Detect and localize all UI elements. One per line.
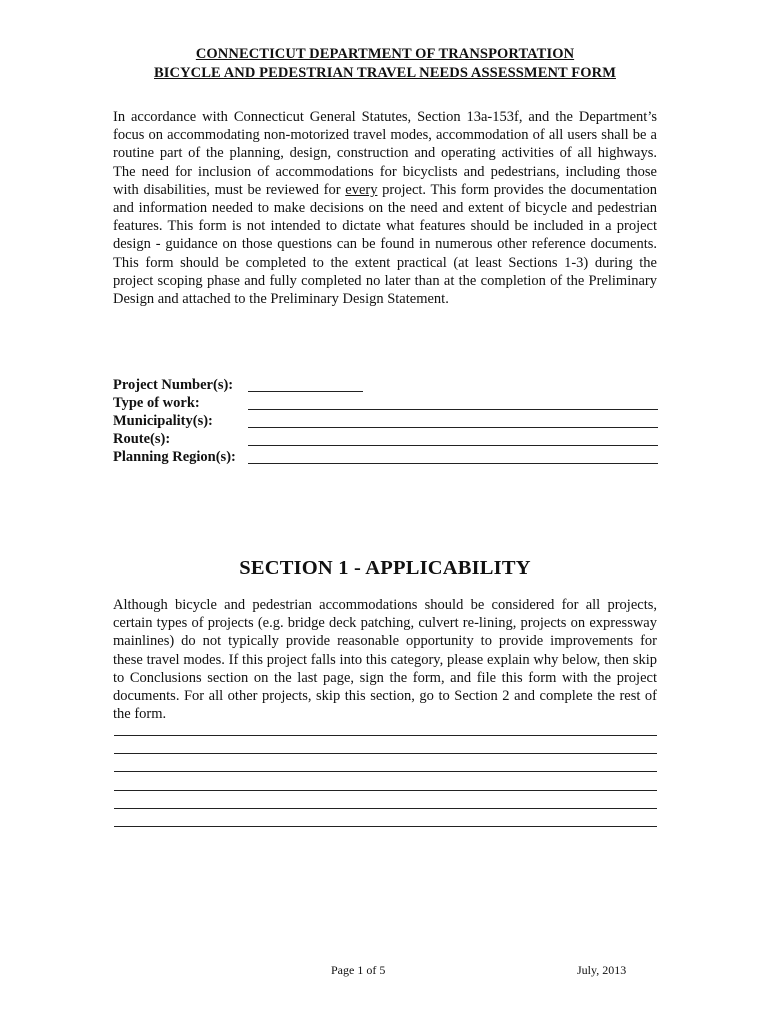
type-of-work-row	[113, 395, 658, 413]
intro-text-before: In accordance with Connecticut General Statutes, Section 13a-153f, and the Department’s focus on accommodating non-motorized travel modes, accommodation of all users shall be a routine part of the planning, design, construction and operating activities of all highways. The need for inclusion of accommodations for bicyclists and pedestrians, including those with disabilities, must be reviewed for	[113, 109, 657, 198]
planning-region-label: Planning Region(s):	[113, 449, 236, 465]
answer-line[interactable]	[114, 808, 657, 809]
intro-text-after: project. This form provides the documentation and information needed to make decisions on the need and extent of bicycle and pedestrian features. This form is not intended to dictate what features should be included in a project design - guidance on those questions can be found in numerous other reference documents. This form should be completed to the extent practical (at least Sections 1-3) during the project scoping phase and fully completed no later than at the completion of the Preliminary Design and attached to the Preliminary Design Statement.	[113, 181, 657, 308]
section1-answer-lines	[114, 735, 657, 844]
answer-line[interactable]	[114, 753, 657, 754]
project-info-fields	[113, 377, 658, 467]
type-of-work-label: Type of work:	[113, 395, 200, 411]
revision-date: July, 2013	[577, 963, 627, 977]
section1-paragraph: Although bicycle and pedestrian accommodations should be considered for all projects, certain types of projects (e.g. bridge deck patching, culvert re-lining, projects on expressway mainlines) do not typically provide reasonable opportunity to provide improvements for these travel modes. If this project falls into this category, please explain why below, then skip to Conclusions section on the last page, sign the form, and file this form with the project documents. For all other projects, skip this section, go to Section 2 and complete the rest of the form.	[113, 597, 657, 723]
route-label: Route(s):	[113, 431, 171, 447]
section1-heading: SECTION 1 - APPLICABILITY	[239, 557, 531, 579]
intro-paragraph	[113, 108, 657, 308]
answer-line[interactable]	[114, 771, 657, 772]
page-number: Page 1 of 5	[331, 963, 386, 977]
route-field[interactable]	[248, 445, 658, 446]
project-number-row	[113, 377, 658, 395]
type-of-work-field[interactable]	[248, 409, 658, 410]
answer-line[interactable]	[114, 790, 657, 791]
route-row	[113, 431, 658, 449]
intro-emphasis: every	[345, 181, 378, 198]
project-number-field[interactable]	[248, 391, 363, 392]
municipality-label: Municipality(s):	[113, 413, 213, 429]
answer-line[interactable]	[114, 735, 657, 736]
form-title-line2: BICYCLE AND PEDESTRIAN TRAVEL NEEDS ASSESSMENT FORM	[154, 65, 616, 81]
form-title-line1: CONNECTICUT DEPARTMENT OF TRANSPORTATION	[195, 46, 575, 62]
answer-line[interactable]	[114, 826, 657, 827]
planning-region-field[interactable]	[248, 463, 658, 464]
municipality-field[interactable]	[248, 427, 658, 428]
planning-region-row	[113, 449, 658, 467]
project-number-label: Project Number(s):	[113, 377, 234, 393]
municipality-row	[113, 413, 658, 431]
